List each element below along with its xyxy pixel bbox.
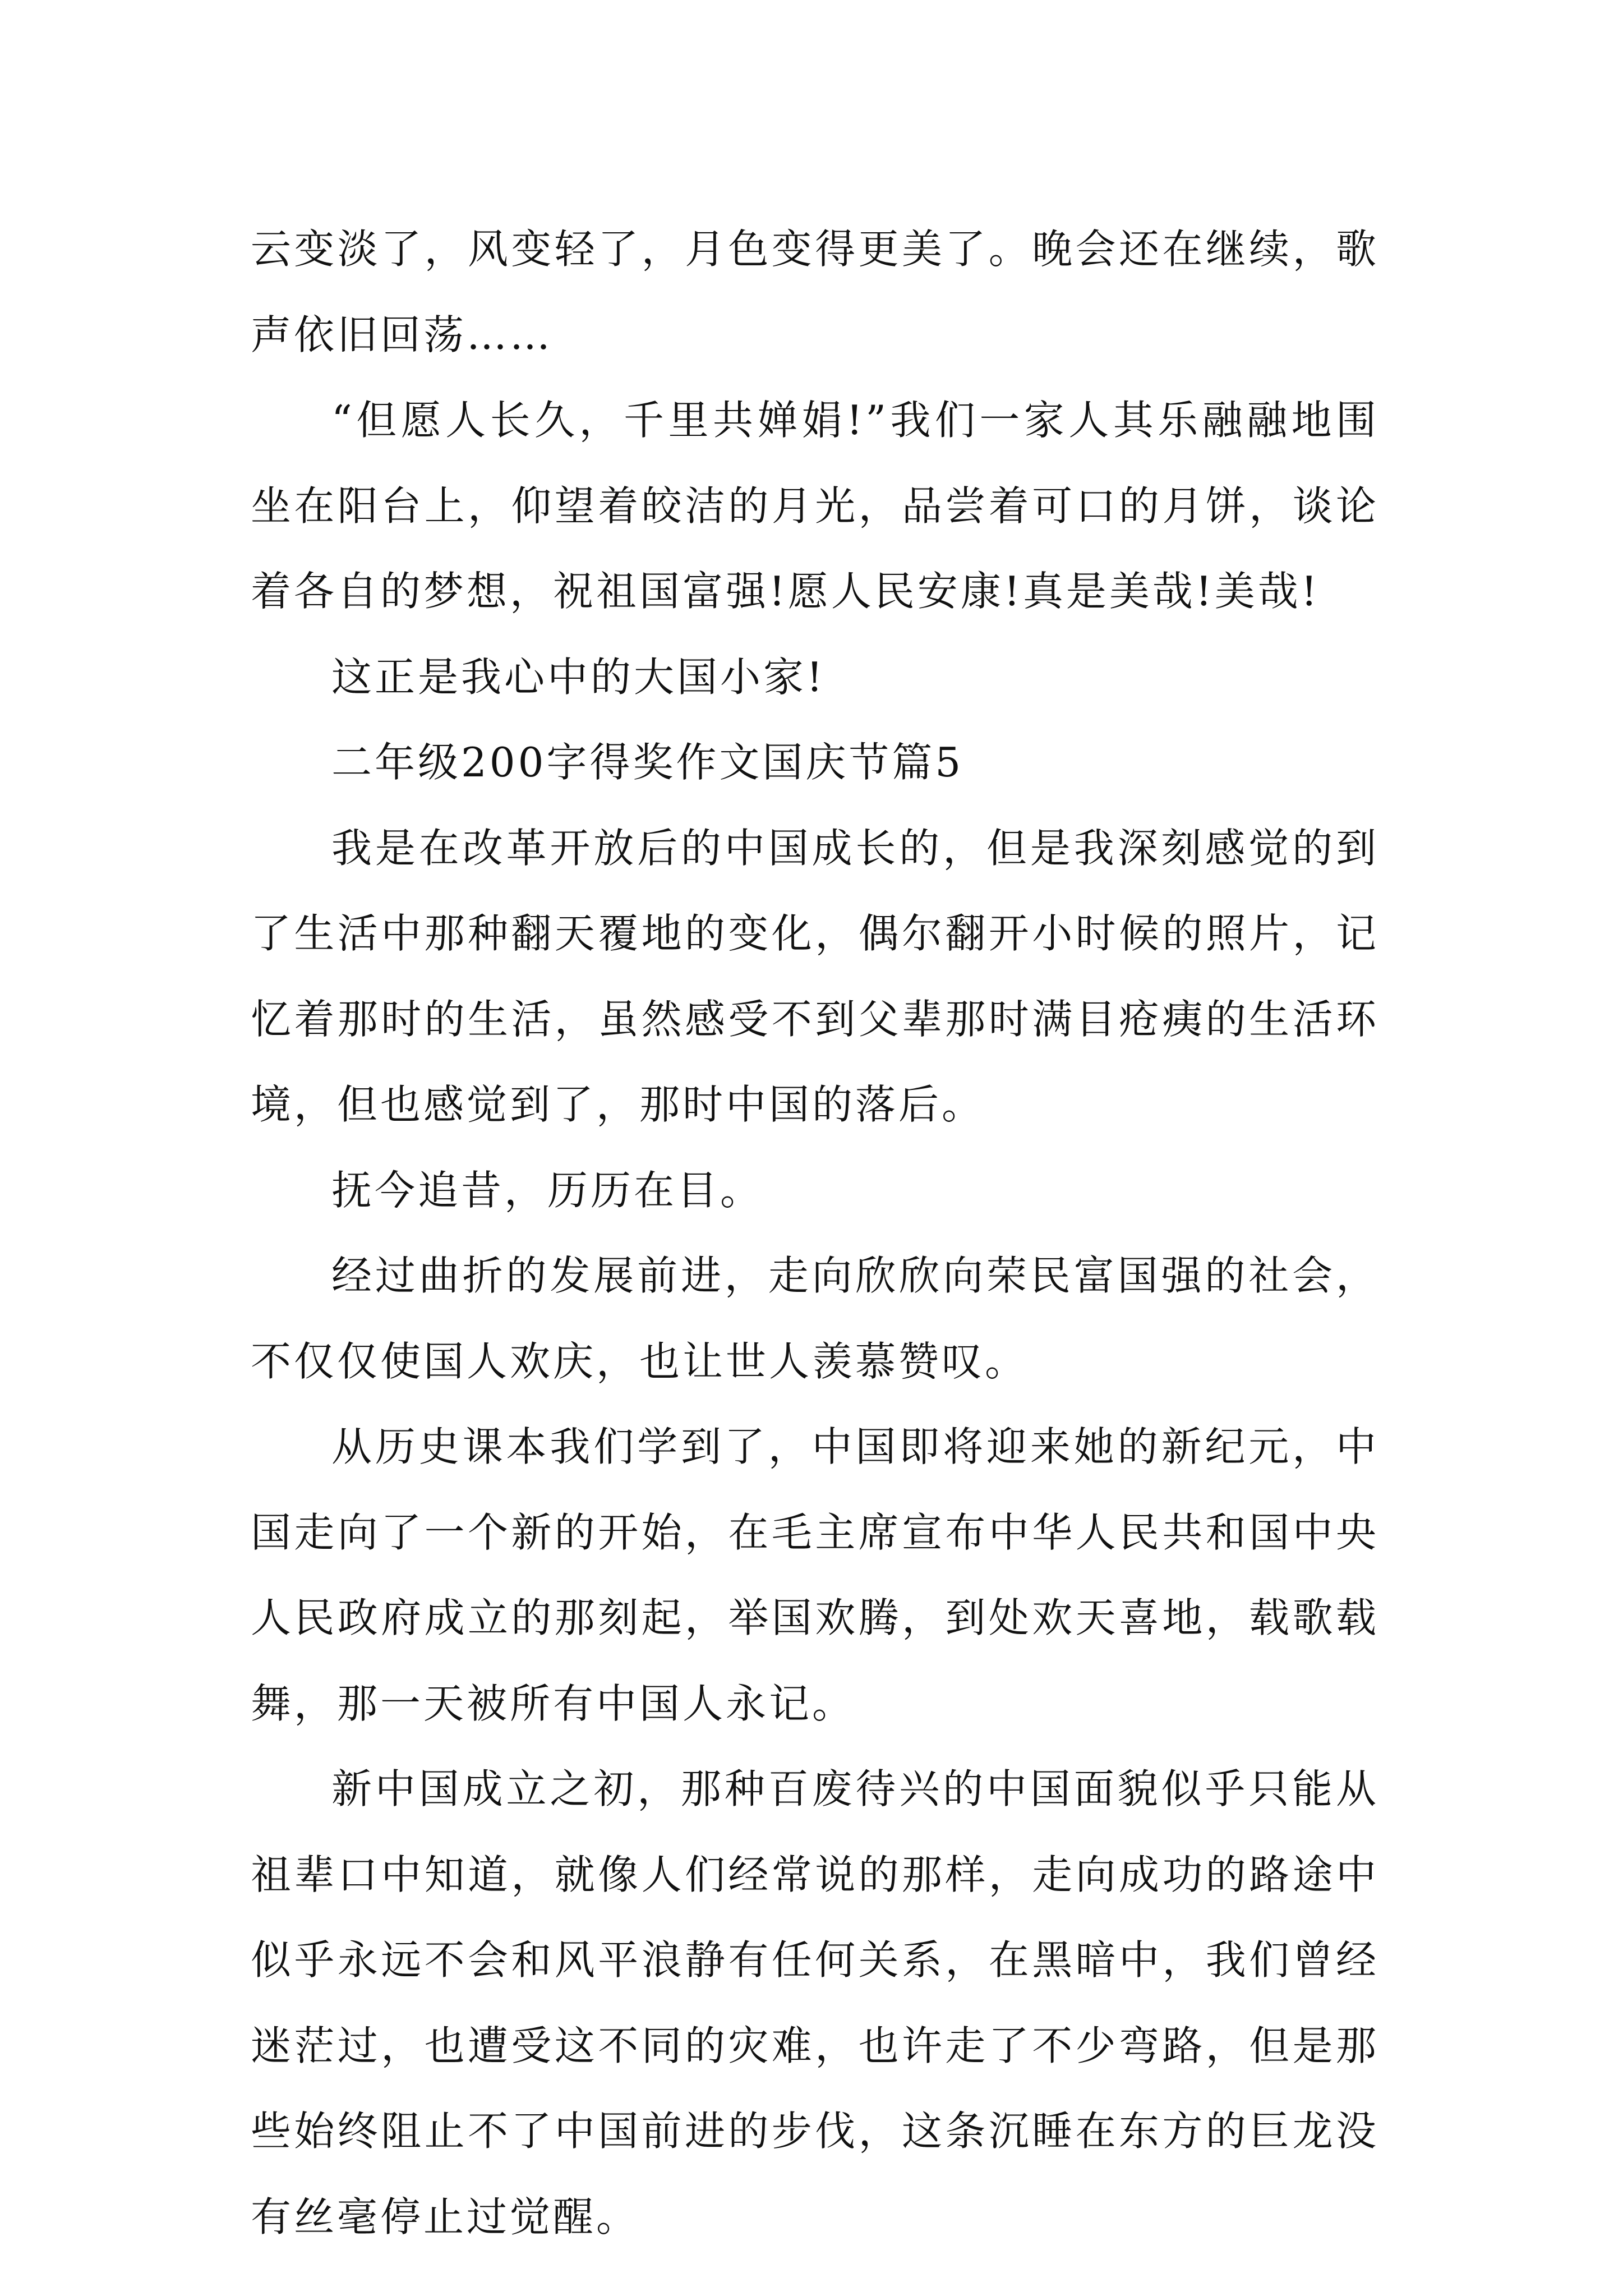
paragraph-1: 云变淡了，风变轻了，月色变得更美了。晚会还在继续，歌声依旧回荡……	[251, 226, 1379, 358]
paragraph-2: “但愿人长久，千里共婵娟!”我们一家人其乐融融地围坐在阳台上，仰望着皎洁的月光，品尝着可口的月饼，谈论着各自的梦想，祝祖国富强!愿人民安康!真是美哉!美哉!	[251, 397, 1379, 615]
document-body	[251, 206, 1379, 2260]
paragraph-9: 新中国成立之初，那种百废待兴的中国面貌似乎只能从祖辈口中知道，就像人们经常说的那样，走向成功的路途中似乎永远不会和风平浪静有任何关系，在黑暗中，我们曾经迷茫过，也遭受这不同的灾难，也许走了不少弯路，但是那些始终阻止不了中国前进的步伐，这条沉睡在东方的巨龙没有丝毫停止过觉醒。	[251, 1765, 1379, 2240]
paragraph-8: 从历史课本我们学到了，中国即将迎来她的新纪元，中国走向了一个新的开始，在毛主席宣布中华人民共和国中央人民政府成立的那刻起，举国欢腾，到处欢天喜地，载歌载舞，那一天被所有中国人永记。	[251, 1423, 1379, 1727]
paragraph-3: 这正是我心中的大国小家!	[331, 653, 826, 701]
section-heading: 二年级200字得奖作文国庆节篇5	[331, 739, 964, 786]
paragraph-6: 抚今追昔，历历在目。	[331, 1166, 764, 1214]
paragraph-7: 经过曲折的发展前进，走向欣欣向荣民富国强的社会，不仅仅使国人欢庆，也让世人羡慕赞叹。	[251, 1252, 1379, 1385]
paragraph-5: 我是在改革开放后的中国成长的，但是我深刻感觉的到了生活中那种翻天覆地的变化，偶尔翻开小时候的照片，记忆着那时的生活，虽然感受不到父辈那时满目疮痍的生活环境，但也感觉到了，那时中国的落后。	[251, 824, 1379, 1128]
